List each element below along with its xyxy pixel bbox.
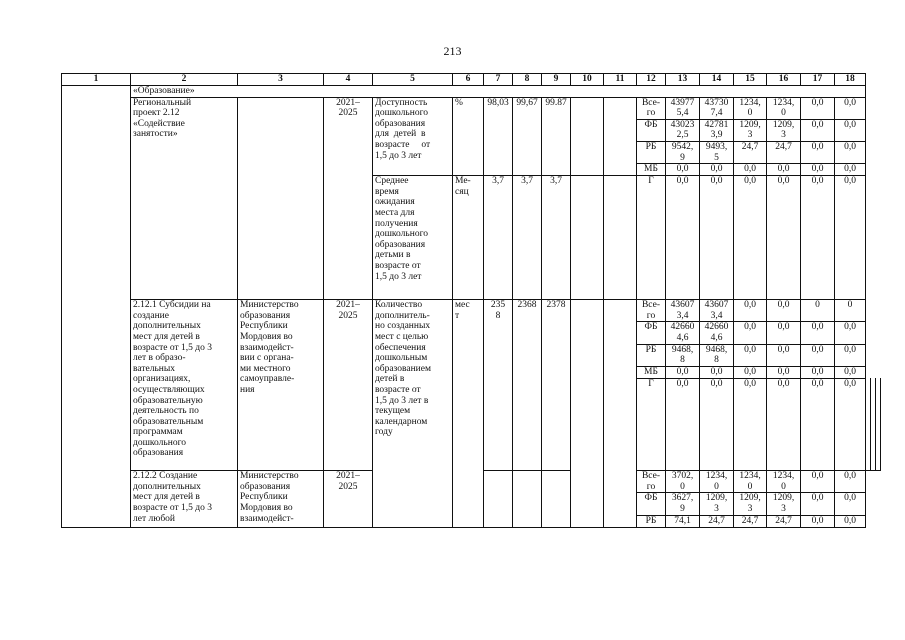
project-period: 2021– 2025	[324, 97, 373, 300]
finance-value: 0,0	[835, 366, 866, 378]
indicator-name: Доступность дошкольного образования для детей в возрасте от 1,5 до 3 лет	[373, 97, 453, 176]
finance-source: ФБ	[637, 119, 666, 141]
project-row	[62, 97, 881, 119]
indicator-value	[604, 176, 637, 300]
finance-value: 0,0	[734, 344, 767, 366]
finance-value: 43023 2,5	[666, 119, 700, 141]
measure-row	[62, 300, 881, 322]
finance-source: МБ	[637, 366, 666, 378]
column-number: 2	[131, 74, 238, 86]
finance-value: 0,0	[801, 119, 835, 141]
finance-value: 0,0	[700, 176, 734, 300]
project-name: Региональный проект 2.12 «Содействие занятости»	[131, 97, 238, 300]
finance-value: 0,0	[734, 366, 767, 378]
project-executor	[238, 97, 324, 300]
indicator-value: 3,7	[484, 176, 513, 300]
indicator-value	[571, 300, 604, 527]
finance-value: 43607 3,4	[666, 300, 700, 322]
finance-value: 0,0	[801, 515, 835, 527]
finance-source: Г	[637, 176, 666, 300]
finance-value: 9468, 8	[666, 344, 700, 366]
indicator-value	[542, 471, 571, 527]
finance-value: 0,0	[734, 164, 767, 176]
column-number: 13	[666, 74, 700, 86]
finance-value: 24,7	[700, 515, 734, 527]
finance-value: 3702, 0	[666, 471, 700, 493]
column-number: 16	[767, 74, 801, 86]
finance-value: 0,0	[801, 378, 835, 471]
finance-value: 0,0	[801, 164, 835, 176]
finance-value: 0,0	[835, 493, 866, 515]
column-number: 12	[637, 74, 666, 86]
finance-value: 1234, 0	[700, 471, 734, 493]
finance-source: ФБ	[637, 322, 666, 344]
finance-value: 1234, 0	[734, 471, 767, 493]
finance-value: 1209, 3	[767, 493, 801, 515]
indicator-value: 3,7	[542, 176, 571, 300]
column-number-row	[62, 74, 881, 86]
finance-value: 0,0	[734, 176, 767, 300]
finance-value: 9542, 9	[666, 141, 700, 163]
column-number: 11	[604, 74, 637, 86]
finance-value: 42660 4,6	[700, 322, 734, 344]
indicator-value	[571, 97, 604, 176]
indicator-value: 99.87	[542, 97, 571, 176]
finance-value: 0,0	[734, 378, 767, 471]
finance-value: 0,0	[767, 322, 801, 344]
finance-value: 0,0	[801, 141, 835, 163]
finance-value: 0,0	[767, 344, 801, 366]
indicator-value	[604, 97, 637, 176]
finance-value: 24,7	[734, 515, 767, 527]
finance-source: МБ	[637, 164, 666, 176]
finance-value: 0,0	[835, 141, 866, 163]
measure-executor: Министерство образования Республики Мордовия во взаимодейст-	[238, 471, 324, 527]
indicator-unit: %	[453, 97, 484, 176]
column-number: 18	[835, 74, 866, 86]
finance-value: 0,0	[801, 97, 835, 119]
indicator-value: 235 8	[484, 300, 513, 471]
finance-value: 0,0	[835, 344, 866, 366]
measure-period: 2021– 2025	[324, 300, 373, 471]
finance-value: 42781 3,9	[700, 119, 734, 141]
finance-value: 1234, 0	[767, 471, 801, 493]
finance-value: 3627, 9	[666, 493, 700, 515]
page-number: 213	[443, 44, 462, 58]
finance-value: 0,0	[700, 164, 734, 176]
finance-value: 0,0	[801, 493, 835, 515]
finance-source: РБ	[637, 344, 666, 366]
finance-value: 0,0	[666, 378, 700, 471]
finance-value: 1209, 3	[767, 119, 801, 141]
finance-value: 1209, 3	[734, 493, 767, 515]
finance-source: ФБ	[637, 493, 666, 515]
finance-value: 42660 4,6	[666, 322, 700, 344]
indicator-unit: Ме- сяц	[453, 176, 484, 300]
finance-value: 0	[801, 300, 835, 322]
finance-value: 9493, 5	[700, 141, 734, 163]
program-table	[61, 73, 881, 528]
finance-value: 0,0	[700, 366, 734, 378]
finance-value: 0,0	[801, 322, 835, 344]
finance-value: 74,1	[666, 515, 700, 527]
finance-value: 0,0	[734, 322, 767, 344]
indicator-unit: мес т	[453, 300, 484, 527]
finance-value: 1234, 0	[767, 97, 801, 119]
finance-value: 0,0	[801, 344, 835, 366]
finance-value: 24,7	[767, 141, 801, 163]
column-number: 3	[238, 74, 324, 86]
finance-value: 1234, 0	[734, 97, 767, 119]
finance-value: 0,0	[835, 471, 866, 493]
finance-value: 0,0	[835, 378, 866, 471]
column-1-cell	[62, 86, 131, 528]
finance-source: РБ	[637, 515, 666, 527]
finance-value: 43607 3,4	[700, 300, 734, 322]
indicator-value: 2368	[513, 300, 542, 471]
finance-value: 0,0	[767, 176, 801, 300]
finance-source: Все- го	[637, 471, 666, 493]
column-number: 5	[373, 74, 453, 86]
measure-executor: Министерство образования Республики Мордовия во взаимодейст- вии с органа- ми местного самоуправле- ния	[238, 300, 324, 471]
measure-period: 2021– 2025	[324, 471, 373, 527]
column-number: 4	[324, 74, 373, 86]
finance-source: Все- го	[637, 300, 666, 322]
indicator-value: 99,67	[513, 97, 542, 176]
measure-name: 2.12.2 Создание дополнительных мест для детей в возрасте от 1,5 до 3 лет любой	[131, 471, 238, 527]
column-number: 15	[734, 74, 767, 86]
finance-value: 0,0	[767, 366, 801, 378]
finance-value: 0,0	[835, 176, 866, 300]
finance-value: 0,0	[835, 119, 866, 141]
finance-value: 0,0	[801, 366, 835, 378]
finance-value: 0	[835, 300, 866, 322]
indicator-name: Среднее время ожидания места для получения дошкольного образования детьми в возрасте от 1,5 до 3 лет	[373, 176, 453, 300]
finance-value: 0,0	[801, 471, 835, 493]
finance-value: 1209, 3	[700, 493, 734, 515]
column-number: 10	[571, 74, 604, 86]
finance-value: 24,7	[734, 141, 767, 163]
finance-value: 0,0	[767, 164, 801, 176]
finance-value: 0,0	[666, 164, 700, 176]
finance-value: 0,0	[835, 515, 866, 527]
finance-value: 43977 5,4	[666, 97, 700, 119]
finance-value: 0,0	[666, 366, 700, 378]
finance-value: 0,0	[734, 300, 767, 322]
finance-value: 0,0	[666, 176, 700, 300]
finance-value: 0,0	[700, 378, 734, 471]
indicator-value	[604, 300, 637, 527]
finance-source: РБ	[637, 141, 666, 163]
column-number: 7	[484, 74, 513, 86]
indicator-value	[571, 176, 604, 300]
finance-value: 1209, 3	[734, 119, 767, 141]
finance-value: 0,0	[767, 378, 801, 471]
finance-value: 24,7	[767, 515, 801, 527]
finance-value: 0,0	[767, 300, 801, 322]
finance-source: Все- го	[637, 97, 666, 119]
indicator-value: 3,7	[513, 176, 542, 300]
column-number: 14	[700, 74, 734, 86]
measure-name: 2.12.1 Субсидии на создание дополнительных мест для детей в возрасте от 1,5 до 3 лет в образо- вательных организациях, осуществляющих образовательную деятельность по образовательным программам дошкольного образования	[131, 300, 238, 471]
finance-value: 0,0	[835, 97, 866, 119]
indicator-name: Количество дополнитель- но созданных мест с целью обеспечения дошкольным образованием детей в возрасте от 1,5 до 3 лет в текущем календарном году	[373, 300, 453, 527]
blank-cell	[876, 378, 881, 471]
column-number: 6	[453, 74, 484, 86]
section-title-row	[62, 86, 881, 98]
section-title: «Образование»	[131, 86, 866, 98]
indicator-value	[513, 471, 542, 527]
finance-value: 0,0	[801, 176, 835, 300]
finance-source: Г	[637, 378, 666, 471]
finance-value: 9468, 8	[700, 344, 734, 366]
column-number: 17	[801, 74, 835, 86]
finance-value: 0,0	[835, 164, 866, 176]
column-number: 8	[513, 74, 542, 86]
column-number: 1	[62, 74, 131, 86]
finance-value: 43730 7,4	[700, 97, 734, 119]
indicator-value: 98,03	[484, 97, 513, 176]
finance-value: 0,0	[835, 322, 866, 344]
indicator-value	[484, 471, 513, 527]
indicator-value: 2378	[542, 300, 571, 471]
column-number: 9	[542, 74, 571, 86]
